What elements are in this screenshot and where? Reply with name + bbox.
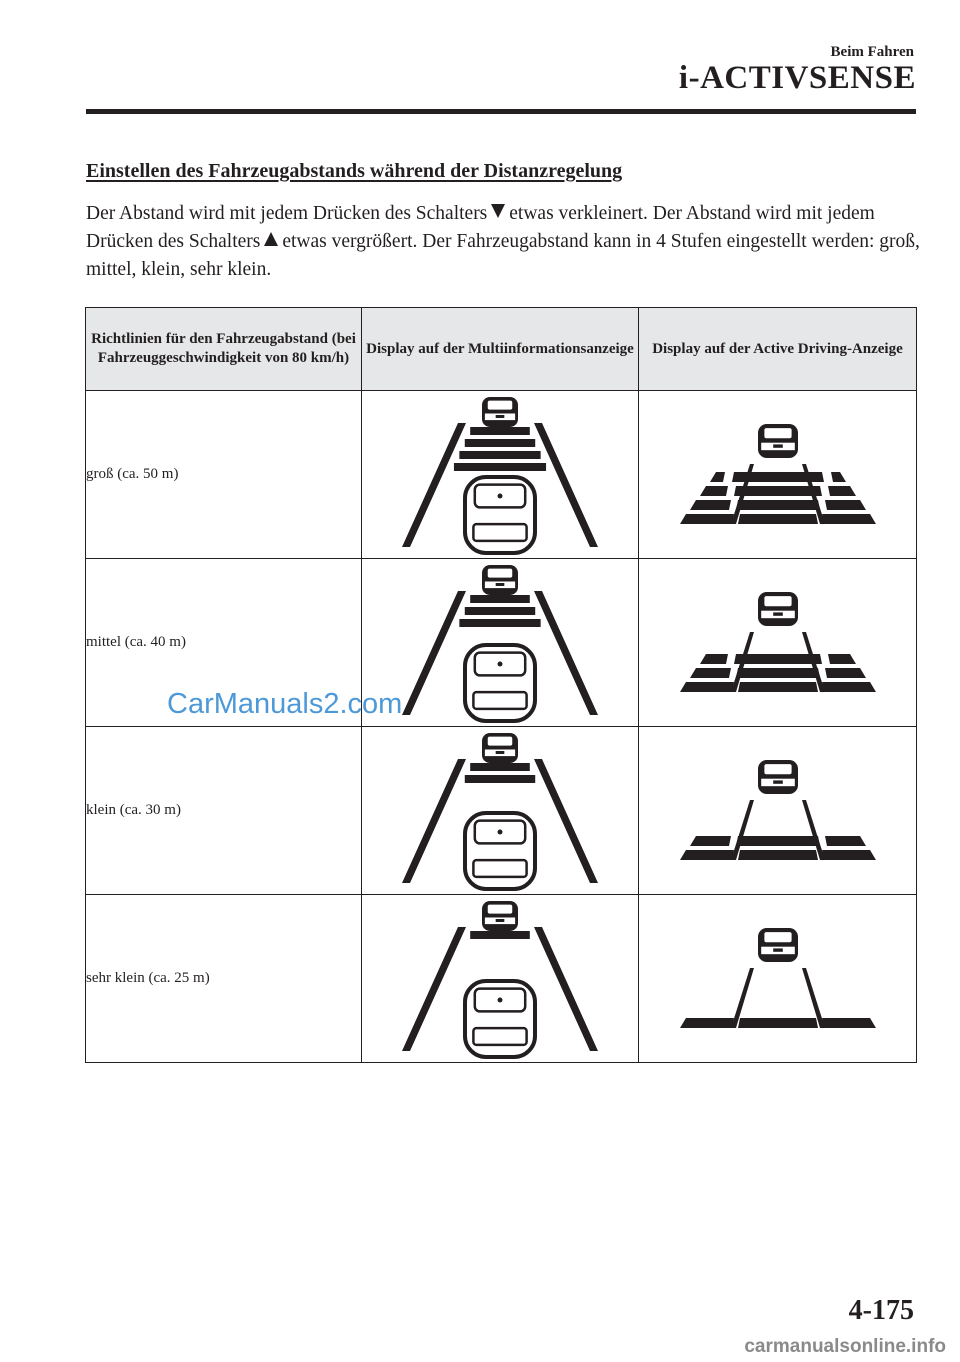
lane-line-right <box>534 759 598 883</box>
active-driving-distance-icon <box>678 588 878 698</box>
active-driving-distance-icon <box>678 924 878 1034</box>
car-icon <box>758 928 798 962</box>
footer-site-watermark: carmanualsonline.info <box>744 1336 946 1357</box>
lane-line-left <box>402 927 466 1051</box>
car-plate <box>496 583 505 586</box>
distance-bar-right <box>828 654 856 664</box>
distance-bar-center <box>738 682 818 692</box>
distance-bar <box>470 427 530 435</box>
car-window <box>764 596 791 606</box>
lane-line-right <box>534 423 598 547</box>
lane-line-right <box>534 927 598 1051</box>
distance-bar-left <box>680 850 734 860</box>
distance-bar-left <box>690 668 731 678</box>
distance-bar-left <box>700 486 728 496</box>
multiinfo-display-cell <box>362 391 639 559</box>
table-row <box>86 391 917 559</box>
section-heading: Einstellen des Fahrzeugabstands während der Distanzregelung <box>86 160 623 182</box>
active-driving-distance-icon <box>678 756 878 866</box>
distance-bar-center <box>736 836 820 846</box>
distance-bar-center <box>738 514 818 524</box>
distance-bar <box>465 439 535 447</box>
header-rule <box>86 109 916 114</box>
multiinfo-distance-icon <box>400 731 600 891</box>
distance-bar-right <box>831 472 846 482</box>
body-text-part2: etwas verkleinert. Der Abstand wird mit jedem Drücken des Schalters <box>86 203 875 252</box>
distance-bar-center <box>734 654 822 664</box>
page-number: 4-175 <box>848 1295 914 1326</box>
distance-bar-left <box>680 1018 734 1028</box>
table-row <box>86 727 917 895</box>
car-window <box>488 736 512 745</box>
body-text-part3: etwas vergrößert. Der Fahrzeugabstand kann in 4 Stufen eingestellt werden: groß, mittel, klein, sehr klein. <box>86 231 920 280</box>
car-icon <box>482 733 518 763</box>
distance-bar-left <box>690 500 731 510</box>
car-window <box>764 764 791 774</box>
car-window <box>488 904 512 913</box>
distance-label: sehr klein (ca. 25 m) <box>86 895 362 1063</box>
table-header-row <box>86 308 917 391</box>
distance-bar-center <box>736 668 820 678</box>
body-paragraph <box>86 200 926 284</box>
car-sensor <box>498 661 503 666</box>
body-text-part1: Der Abstand wird mit jedem Drücken des Schalters <box>86 203 488 224</box>
distance-bar-right <box>822 682 876 692</box>
active-driving-display-cell <box>639 727 917 895</box>
distance-bar <box>459 451 540 459</box>
car-sensor <box>498 493 503 498</box>
distance-bar-left <box>680 682 734 692</box>
car-plate <box>773 612 783 615</box>
car-icon <box>482 565 518 595</box>
column-header-active-driving-display: Display auf der Active Driving-Anzeige <box>639 308 917 391</box>
triangle-up-icon <box>264 232 278 246</box>
multiinfo-display-cell <box>362 727 639 895</box>
car-sensor <box>498 829 503 834</box>
active-driving-display-cell <box>639 559 917 727</box>
car-plate <box>773 780 783 783</box>
distance-bar-center <box>738 850 818 860</box>
own-car-icon <box>465 477 535 553</box>
lane-line-left <box>402 423 466 547</box>
lane-line-left <box>402 759 466 883</box>
car-icon <box>758 592 798 626</box>
running-header-section: Beim Fahren <box>830 44 914 60</box>
distance-bar <box>465 607 535 615</box>
multiinfo-distance-icon <box>400 395 600 555</box>
distance-bar <box>470 931 530 939</box>
distance-label: klein (ca. 30 m) <box>86 727 362 895</box>
distance-bar-right <box>825 836 866 846</box>
car-icon <box>482 397 518 427</box>
distance-bar-center <box>732 472 824 482</box>
own-car-icon <box>465 981 535 1057</box>
multiinfo-distance-icon <box>400 899 600 1059</box>
active-driving-display-cell <box>639 391 917 559</box>
car-sensor <box>498 997 503 1002</box>
car-plate <box>773 444 783 447</box>
distance-bar-right <box>822 514 876 524</box>
distance-bar-right <box>822 850 876 860</box>
car-window <box>764 932 791 942</box>
distance-bar-right <box>822 1018 876 1028</box>
distance-bar-left <box>700 654 728 664</box>
own-car-icon <box>465 645 535 721</box>
distance-bar-center <box>736 500 820 510</box>
car-plate <box>496 919 505 922</box>
watermark: CarManuals2.com <box>167 688 403 720</box>
distance-bar <box>459 619 540 627</box>
car-window <box>488 568 512 577</box>
column-header-guideline: Richtlinien für den Fahrzeugabstand (bei Fahrzeuggeschwindigkeit von 80 km/h) <box>86 308 362 391</box>
distance-label: groß (ca. 50 m) <box>86 391 362 559</box>
distance-label: mittel (ca. 40 m) <box>86 559 362 727</box>
distance-bar-left <box>710 472 725 482</box>
distance-bar <box>465 775 535 783</box>
lane-line-left <box>402 591 466 715</box>
distance-bar <box>470 595 530 603</box>
lane-line-right <box>534 591 598 715</box>
column-header-multiinfo-display: Display auf der Multiinformationsanzeige <box>362 308 639 391</box>
car-window <box>764 428 791 438</box>
distance-bar-right <box>825 500 866 510</box>
distance-table <box>85 307 917 1063</box>
distance-bar-right <box>828 486 856 496</box>
car-icon <box>758 424 798 458</box>
car-window <box>488 400 512 409</box>
distance-bar-center <box>738 1018 818 1028</box>
distance-bar-left <box>690 836 731 846</box>
car-plate <box>773 948 783 951</box>
triangle-down-icon <box>491 204 505 218</box>
car-icon <box>758 760 798 794</box>
multiinfo-display-cell <box>362 559 639 727</box>
car-plate <box>496 415 505 418</box>
distance-bar-right <box>825 668 866 678</box>
active-driving-distance-icon <box>678 420 878 530</box>
distance-bar <box>470 763 530 771</box>
distance-bar-center <box>734 486 822 496</box>
running-header-chapter: i-ACTIVSENSE <box>678 60 916 96</box>
distance-bar-left <box>680 514 734 524</box>
table-row <box>86 895 917 1063</box>
multiinfo-display-cell <box>362 895 639 1063</box>
car-plate <box>496 751 505 754</box>
multiinfo-distance-icon <box>400 563 600 723</box>
car-icon <box>482 901 518 931</box>
active-driving-display-cell <box>639 895 917 1063</box>
distance-bar <box>454 463 546 471</box>
own-car-icon <box>465 813 535 889</box>
